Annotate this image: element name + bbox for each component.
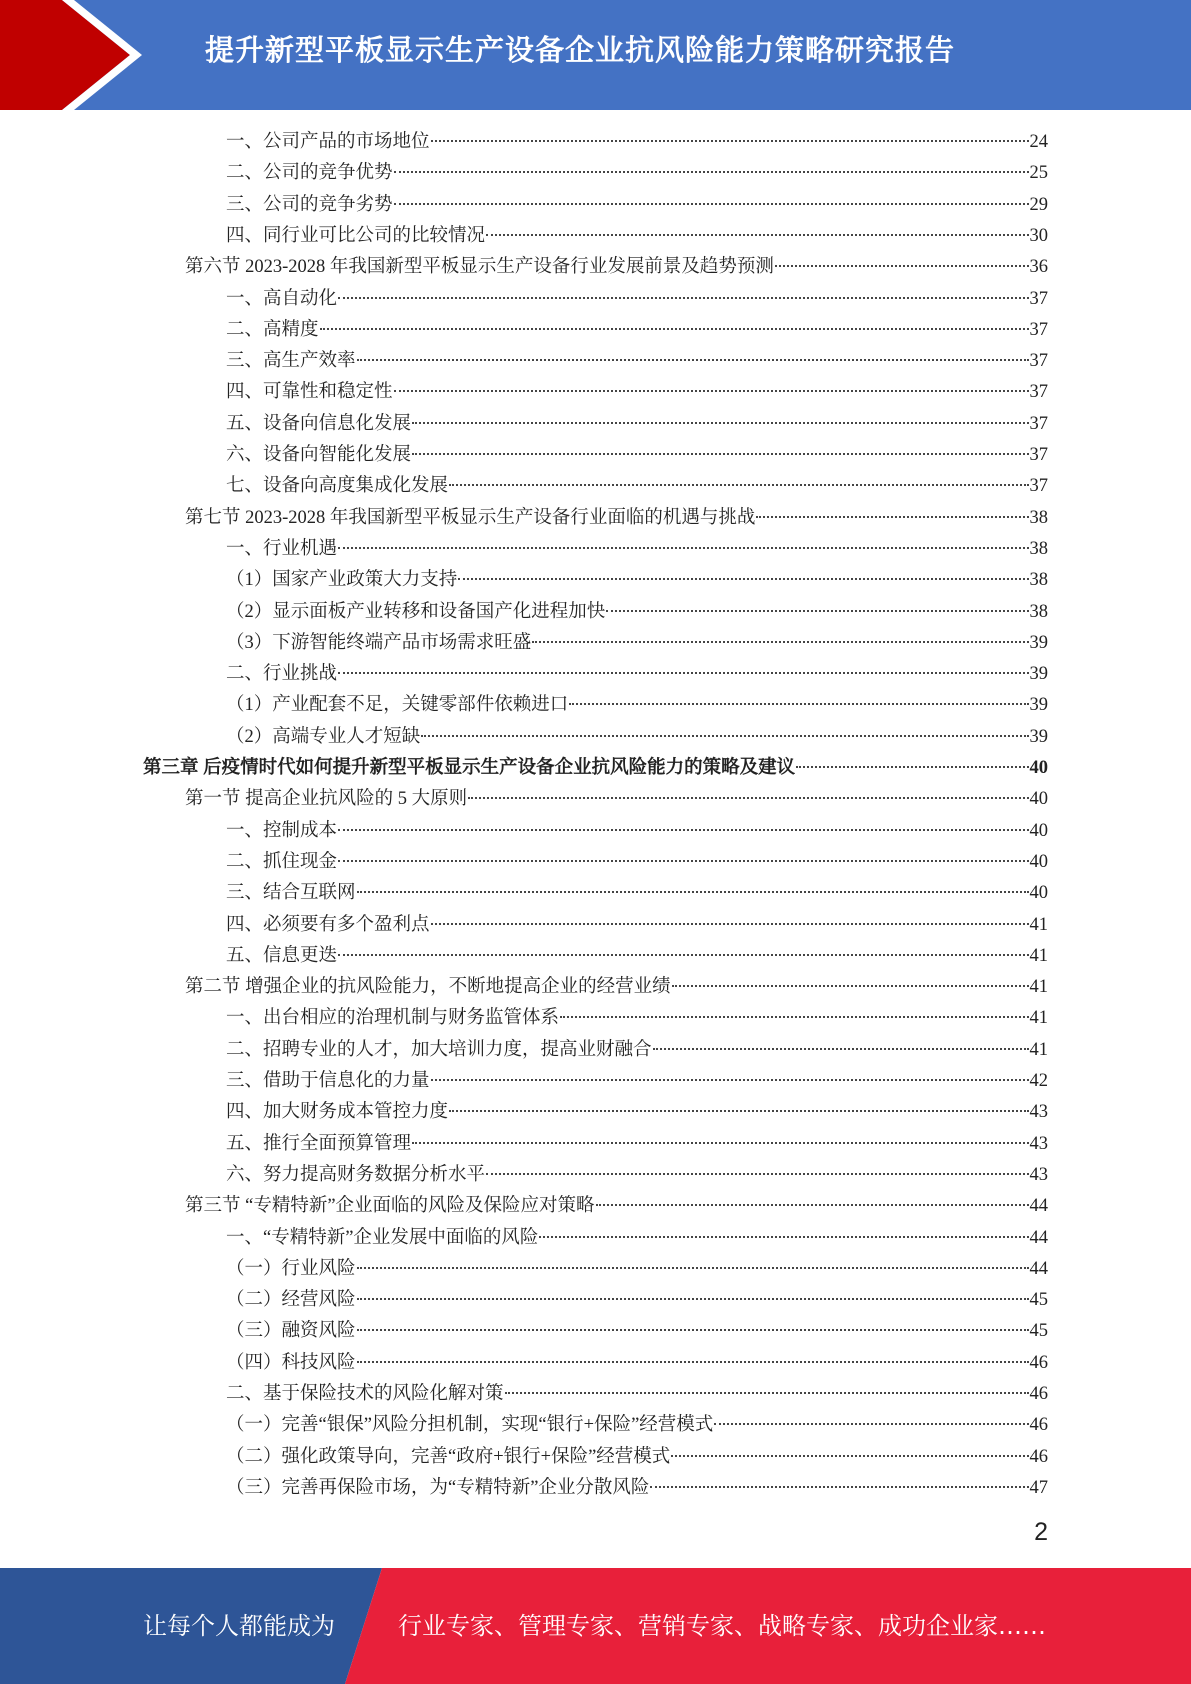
toc-entry-title: （三）完善再保险市场，为“专精特新”企业分散风险 <box>226 1477 650 1498</box>
toc-entry[interactable] <box>226 315 1048 346</box>
toc-entry-title: 二、抓住现金 <box>226 851 338 872</box>
toc-leader-dots <box>468 797 1028 799</box>
toc-entry-title: 二、招聘专业的人才，加大培训力度，提高业财融合 <box>226 1039 652 1060</box>
toc-entry-title: 三、公司的竞争劣势 <box>226 194 393 215</box>
toc-leader-dots <box>394 171 1029 173</box>
toc-entry-page: 37 <box>1029 288 1048 309</box>
toc-leader-dots <box>532 641 1028 643</box>
toc-entry[interactable] <box>226 597 1048 628</box>
toc-entry-title: 第七节 2023-2028 年我国新型平板显示生产设备行业面临的机遇与挑战 <box>185 507 756 528</box>
toc-entry[interactable] <box>226 534 1048 565</box>
toc-entry[interactable] <box>226 440 1048 471</box>
toc-entry-title: 六、努力提高财务数据分析水平 <box>226 1164 486 1185</box>
toc-entry[interactable] <box>226 1035 1048 1066</box>
toc-entry[interactable] <box>226 1254 1048 1285</box>
toc-entry-page: 43 <box>1029 1102 1048 1123</box>
toc-entry[interactable] <box>226 659 1048 690</box>
toc-entry[interactable] <box>226 690 1048 721</box>
toc-entry[interactable] <box>226 878 1048 909</box>
toc-entry-page: 41 <box>1029 1008 1048 1029</box>
toc-entry-title: 一、出台相应的治理机制与财务监管体系 <box>226 1008 560 1029</box>
toc-entry-page: 37 <box>1029 382 1048 403</box>
toc-entry-page: 37 <box>1029 413 1048 434</box>
toc-entry-title: 一、“专精特新”企业发展中面临的风险 <box>226 1227 539 1248</box>
toc-entry-title: （2）显示面板产业转移和设备国产化进程加快 <box>226 601 606 622</box>
toc-entry-title: （1）国家产业政策大力支持 <box>226 570 458 591</box>
toc-entry-page: 30 <box>1029 225 1048 246</box>
toc-leader-dots <box>650 1486 1028 1488</box>
toc-entry-page: 45 <box>1029 1321 1048 1342</box>
toc-entry-title: 一、控制成本 <box>226 820 338 841</box>
toc-entry[interactable] <box>226 628 1048 659</box>
toc-entry-page: 40 <box>1029 789 1048 810</box>
toc-entry[interactable] <box>226 346 1048 377</box>
toc-entry[interactable] <box>226 565 1048 596</box>
toc-leader-dots <box>357 359 1029 361</box>
toc-entry[interactable] <box>226 190 1048 221</box>
toc-entry[interactable] <box>185 972 1048 1003</box>
toc-leader-dots <box>412 453 1028 455</box>
toc-entry-page: 40 <box>1029 883 1048 904</box>
toc-entry-page: 41 <box>1029 977 1048 998</box>
toc-entry[interactable] <box>226 847 1048 878</box>
page-footer <box>0 1568 1191 1684</box>
toc-entry-title: 二、高精度 <box>226 319 319 340</box>
toc-entry[interactable] <box>226 816 1048 847</box>
toc-leader-dots <box>756 516 1028 518</box>
toc-entry-title: 七、设备向高度集成化发展 <box>226 476 449 497</box>
toc-leader-dots <box>412 1142 1028 1144</box>
toc-entry[interactable] <box>226 1348 1048 1379</box>
toc-entry[interactable] <box>143 753 1048 784</box>
toc-entry-title: （三）融资风险 <box>226 1321 356 1342</box>
toc-entry-title: 五、推行全面预算管理 <box>226 1133 412 1154</box>
toc-entry-title: 第一节 提高企业抗风险的 5 大原则 <box>185 789 468 810</box>
toc-leader-dots <box>338 954 1028 956</box>
toc-entry-title: 第三章 后疫情时代如何提升新型平板显示生产设备企业抗风险能力的策略及建议 <box>143 758 796 778</box>
toc-entry-page: 29 <box>1029 194 1048 215</box>
toc-leader-dots <box>486 1173 1028 1175</box>
toc-leader-dots <box>431 140 1029 142</box>
toc-entry-page: 37 <box>1029 476 1048 497</box>
toc-leader-dots <box>775 265 1029 267</box>
toc-entry-page: 39 <box>1029 664 1048 685</box>
toc-leader-dots <box>394 203 1029 205</box>
toc-entry[interactable] <box>226 221 1048 252</box>
toc-leader-dots <box>671 1455 1028 1457</box>
toc-entry-title: 四、必须要有多个盈利点 <box>226 914 430 935</box>
toc-leader-dots <box>431 1079 1029 1081</box>
toc-leader-dots <box>569 703 1028 705</box>
page-header <box>0 0 1191 110</box>
toc-leader-dots <box>539 1236 1028 1238</box>
toc-leader-dots <box>431 923 1029 925</box>
toc-leader-dots <box>338 860 1028 862</box>
toc-entry-page: 24 <box>1029 132 1048 152</box>
toc-entry[interactable] <box>226 1129 1048 1160</box>
toc-entry-page: 39 <box>1029 632 1048 653</box>
page-number: 2 <box>1034 1518 1048 1546</box>
toc-entry-page: 47 <box>1029 1477 1048 1498</box>
toc-entry-page: 41 <box>1029 1039 1048 1060</box>
toc-leader-dots <box>338 829 1028 831</box>
toc-entry-page: 44 <box>1029 1196 1048 1217</box>
toc-entry[interactable] <box>226 1066 1048 1097</box>
toc-entry-title: 五、设备向信息化发展 <box>226 413 412 434</box>
toc-entry-page: 25 <box>1029 163 1048 184</box>
toc-entry-page: 40 <box>1029 851 1048 872</box>
toc-entry-title: 四、同行业可比公司的比较情况 <box>226 225 486 246</box>
toc-entry-page: 46 <box>1029 1415 1048 1436</box>
toc-entry-page: 46 <box>1029 1384 1048 1404</box>
toc-entry-page: 46 <box>1029 1446 1048 1467</box>
toc-entry-page: 38 <box>1029 601 1048 622</box>
toc-entry[interactable] <box>226 1473 1048 1504</box>
toc-entry-page: 43 <box>1029 1133 1048 1154</box>
toc-leader-dots <box>714 1423 1028 1425</box>
toc-entry-title: 三、结合互联网 <box>226 883 356 904</box>
toc-entry-page: 40 <box>1029 820 1048 841</box>
toc-leader-dots <box>357 1361 1029 1363</box>
toc-leader-dots <box>421 735 1028 737</box>
toc-entry[interactable] <box>226 941 1048 972</box>
toc-entry-page: 42 <box>1029 1071 1048 1091</box>
footer-slogan-left: 让每个人都能成为 <box>143 1612 335 1640</box>
toc-leader-dots <box>458 578 1028 580</box>
toc-entry-page: 37 <box>1029 445 1048 465</box>
toc-entry-page: 37 <box>1029 319 1048 340</box>
toc-leader-dots <box>505 1392 1029 1394</box>
toc-entry-title: （一）行业风险 <box>226 1258 356 1279</box>
toc-entry-title: 二、行业挑战 <box>226 664 338 685</box>
toc-entry[interactable] <box>226 1223 1048 1254</box>
toc-entry[interactable] <box>226 471 1048 502</box>
toc-entry-title: 六、设备向智能化发展 <box>226 445 412 465</box>
toc-entry[interactable] <box>226 1379 1048 1410</box>
toc-entry-title: 二、公司的竞争优势 <box>226 163 393 184</box>
toc-leader-dots <box>338 547 1028 549</box>
toc-leader-dots <box>486 234 1028 236</box>
toc-entry-page: 44 <box>1029 1227 1048 1248</box>
toc-entry-page: 37 <box>1029 351 1048 372</box>
toc-leader-dots <box>560 1016 1028 1018</box>
toc-leader-dots <box>338 297 1028 299</box>
toc-entry[interactable] <box>226 377 1048 408</box>
toc-entry-title: 四、可靠性和稳定性 <box>226 382 393 403</box>
toc-entry-title: （二）强化政策导向，完善“政府+银行+保险”经营模式 <box>226 1446 671 1467</box>
toc-entry[interactable] <box>226 910 1048 941</box>
toc-entry-title: （1）产业配套不足，关键零部件依赖进口 <box>226 695 569 716</box>
toc-entry[interactable] <box>226 722 1048 753</box>
toc-entry[interactable] <box>226 158 1048 189</box>
toc-leader-dots <box>320 328 1029 330</box>
toc-entry-title: 第三节 “专精特新”企业面临的风险及保险应对策略 <box>185 1196 595 1217</box>
toc-entry-page: 39 <box>1029 695 1048 716</box>
toc-entry[interactable] <box>185 1191 1048 1222</box>
toc-leader-dots <box>357 1329 1029 1331</box>
toc-entry[interactable] <box>185 252 1048 283</box>
toc-entry[interactable] <box>226 284 1048 315</box>
toc-leader-dots <box>394 390 1029 392</box>
toc-entry-title: （二）经营风险 <box>226 1290 356 1311</box>
toc-leader-dots <box>449 484 1028 486</box>
toc-entry-title: 四、加大财务成本管控力度 <box>226 1102 449 1123</box>
toc-entry[interactable] <box>226 1316 1048 1347</box>
footer-slogan-right: 行业专家、管理专家、营销专家、战略专家、成功企业家…… <box>398 1612 1046 1640</box>
toc-leader-dots <box>653 1048 1029 1050</box>
toc-leader-dots <box>338 672 1028 674</box>
toc-leader-dots <box>412 422 1028 424</box>
toc-entry-page: 39 <box>1029 726 1048 747</box>
toc-entry-page: 38 <box>1029 538 1048 559</box>
toc-entry-title: （四）科技风险 <box>226 1352 356 1373</box>
toc-leader-dots <box>357 891 1029 893</box>
toc-entry-page: 38 <box>1029 570 1048 591</box>
toc-leader-dots <box>357 1267 1029 1269</box>
toc-entry[interactable] <box>226 1003 1048 1034</box>
toc-entry-page: 40 <box>1029 758 1048 778</box>
toc-entry-title: （一）完善“银保”风险分担机制，实现“银行+保险”经营模式 <box>226 1415 714 1436</box>
toc-entry-title: 一、公司产品的市场地位 <box>226 132 430 152</box>
toc-entry-title: 第二节 增强企业的抗风险能力，不断地提高企业的经营业绩 <box>185 977 671 998</box>
toc-entry-page: 36 <box>1029 257 1048 278</box>
toc-entry-title: （2）高端专业人才短缺 <box>226 726 421 747</box>
toc-entry[interactable] <box>226 1442 1048 1473</box>
toc-entry[interactable] <box>226 1097 1048 1128</box>
toc-entry-page: 41 <box>1029 914 1048 935</box>
toc-leader-dots <box>606 610 1028 612</box>
toc-entry[interactable] <box>226 1410 1048 1441</box>
toc-leader-dots <box>672 985 1029 987</box>
toc-entry-title: 一、高自动化 <box>226 288 338 309</box>
toc-entry-page: 38 <box>1029 507 1048 528</box>
toc-entry-title: 三、借助于信息化的力量 <box>226 1071 430 1091</box>
toc-entry-title: 二、基于保险技术的风险化解对策 <box>226 1384 504 1404</box>
toc-entry-title: 一、行业机遇 <box>226 538 338 559</box>
toc-entry-page: 41 <box>1029 945 1048 966</box>
toc-entry-page: 43 <box>1029 1164 1048 1185</box>
toc-leader-dots <box>596 1204 1029 1206</box>
toc-entry[interactable] <box>185 784 1048 815</box>
toc-entry[interactable] <box>226 127 1048 158</box>
toc-entry-title: 第六节 2023-2028 年我国新型平板显示生产设备行业发展前景及趋势预测 <box>185 257 774 278</box>
toc-entry[interactable] <box>185 503 1048 534</box>
toc-entry-title: （3）下游智能终端产品市场需求旺盛 <box>226 632 532 653</box>
toc-entry[interactable] <box>226 409 1048 440</box>
toc-entry[interactable] <box>226 1160 1048 1191</box>
toc-entry[interactable] <box>226 1285 1048 1316</box>
report-title: 提升新型平板显示生产设备企业抗风险能力策略研究报告 <box>205 33 956 67</box>
toc-entry-page: 46 <box>1029 1352 1048 1373</box>
toc-leader-dots <box>449 1110 1028 1112</box>
toc-entry-title: 五、信息更迭 <box>226 945 338 966</box>
toc-leader-dots <box>357 1298 1029 1300</box>
toc-entry-page: 44 <box>1029 1258 1048 1279</box>
toc-entry-page: 45 <box>1029 1290 1048 1311</box>
toc-entry-title: 三、高生产效率 <box>226 351 356 372</box>
toc-leader-dots <box>796 766 1028 768</box>
